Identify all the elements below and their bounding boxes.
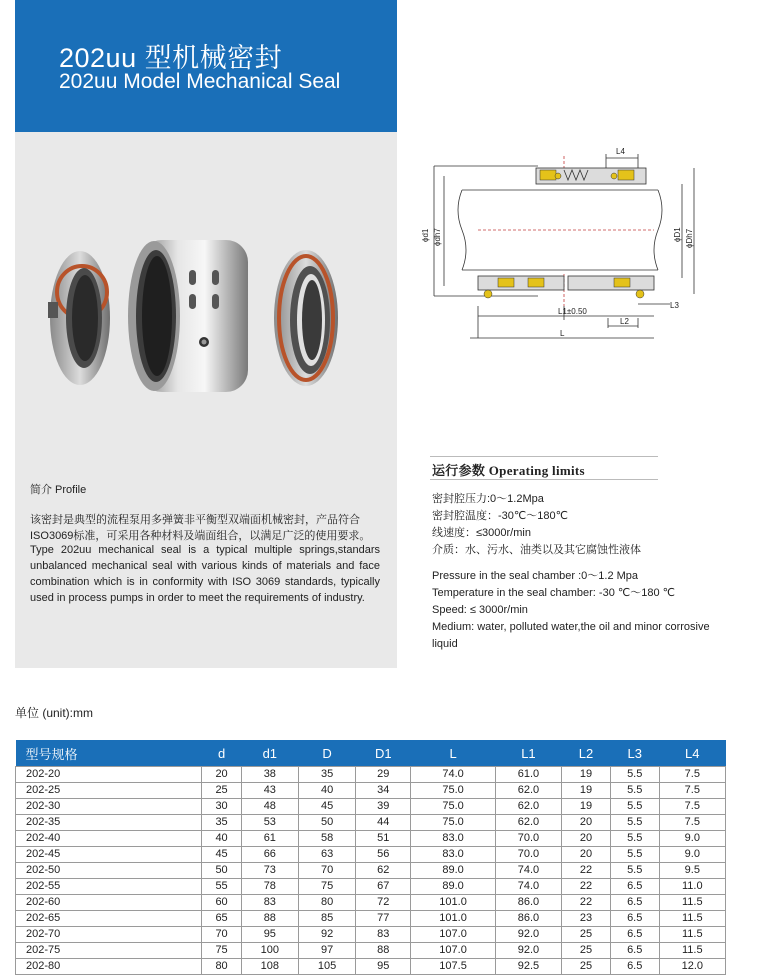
table-cell: 62 [356, 863, 411, 879]
table-header-cell: D1 [356, 740, 411, 767]
table-cell: 83 [241, 895, 298, 911]
table-cell: 62.0 [495, 783, 561, 799]
table-cell: 95 [356, 959, 411, 975]
operating-limits-list [432, 491, 732, 653]
profile-heading: 简介 Profile [30, 484, 87, 496]
label-l: L [560, 329, 565, 338]
table-cell: 19 [562, 783, 611, 799]
table-cell: 22 [562, 879, 611, 895]
table-cell: 6.5 [610, 879, 659, 895]
table-cell: 25 [562, 959, 611, 975]
page-title-cn: 202uu 型机械密封 [59, 43, 283, 73]
table-header-cell: L2 [562, 740, 611, 767]
table-cell: 25 [562, 927, 611, 943]
table-cell: 9.5 [659, 863, 725, 879]
table-header-cell: d [202, 740, 241, 767]
table-cell: 39 [356, 799, 411, 815]
label-l3: L3 [670, 301, 679, 310]
table-cell: 77 [356, 911, 411, 927]
table-cell: 58 [298, 831, 355, 847]
table-cell: 72 [356, 895, 411, 911]
table-cell: 40 [298, 783, 355, 799]
table-cell: 61 [241, 831, 298, 847]
table-cell: 19 [562, 767, 611, 783]
label-Dh7: ϕDh7 [685, 228, 694, 248]
table-row [16, 879, 726, 895]
table-cell: 92 [298, 927, 355, 943]
table-cell: 100 [241, 943, 298, 959]
table-header-cell: L1 [495, 740, 561, 767]
table-cell: 9.0 [659, 847, 725, 863]
table-cell: 88 [356, 943, 411, 959]
table-cell: 60 [202, 895, 241, 911]
table-cell: 5.5 [610, 815, 659, 831]
table-cell: 20 [202, 767, 241, 783]
table-cell: 88 [241, 911, 298, 927]
table-cell: 48 [241, 799, 298, 815]
table-row [16, 943, 726, 959]
table-cell: 202-50 [16, 863, 202, 879]
table-cell: 6.5 [610, 927, 659, 943]
table-cell: 11.5 [659, 895, 725, 911]
table-row [16, 799, 726, 815]
table-header-cell: d1 [241, 740, 298, 767]
table-cell: 66 [241, 847, 298, 863]
table-cell: 38 [241, 767, 298, 783]
table-cell: 202-20 [16, 767, 202, 783]
op-line-cn-temperature: 密封腔温度：-30℃～180℃ [432, 510, 568, 522]
table-row [16, 767, 726, 783]
operating-limits-heading: 运行参数 Operating limits [432, 463, 585, 478]
label-dh7: ϕdh7 [433, 228, 442, 246]
op-line-en-medium: Medium: water, polluted water,the oil and minor corrosive liquid [432, 621, 710, 650]
table-cell: 92.5 [495, 959, 561, 975]
table-cell: 63 [298, 847, 355, 863]
label-l2: L2 [620, 317, 629, 326]
table-cell: 74.0 [411, 767, 495, 783]
table-cell: 83.0 [411, 847, 495, 863]
table-cell: 92.0 [495, 927, 561, 943]
table-header-cell: L [411, 740, 495, 767]
table-cell: 108 [241, 959, 298, 975]
table-cell: 78 [241, 879, 298, 895]
table-cell: 61.0 [495, 767, 561, 783]
table-cell: 5.5 [610, 767, 659, 783]
divider [430, 456, 658, 457]
table-body [16, 767, 726, 975]
seal-dimension-diagram [418, 146, 718, 346]
table-cell: 6.5 [610, 959, 659, 975]
table-cell: 62.0 [495, 799, 561, 815]
table-cell: 20 [562, 815, 611, 831]
table-cell: 86.0 [495, 911, 561, 927]
table-cell: 97 [298, 943, 355, 959]
table-cell: 202-65 [16, 911, 202, 927]
table-cell: 89.0 [411, 863, 495, 879]
table-cell: 25 [202, 783, 241, 799]
product-photo [44, 232, 344, 400]
table-cell: 101.0 [411, 911, 495, 927]
profile-text-en: Type 202uu mechanical seal is a typical multiple springs,standars unbalanced mechanical seal with various kinds of materials and face combination which is in conformity with ISO 3069 standards, typically used in process pumps in order to meet the requirements of industry. [30, 544, 380, 604]
seal-housing-top [536, 168, 646, 184]
table-cell: 101.0 [411, 895, 495, 911]
table-cell: 74.0 [495, 863, 561, 879]
table-cell: 11.5 [659, 927, 725, 943]
label-D1-upper: ϕD1 [673, 227, 682, 242]
table-cell: 55 [202, 879, 241, 895]
table-cell: 11.5 [659, 943, 725, 959]
table-cell: 80 [298, 895, 355, 911]
table-cell: 75.0 [411, 799, 495, 815]
table-cell: 50 [202, 863, 241, 879]
table-cell: 12.0 [659, 959, 725, 975]
table-cell: 202-40 [16, 831, 202, 847]
table-cell: 70 [202, 927, 241, 943]
table-row [16, 911, 726, 927]
table-cell: 80 [202, 959, 241, 975]
table-cell: 65 [202, 911, 241, 927]
table-cell: 29 [356, 767, 411, 783]
op-line-en-pressure: Pressure in the seal chamber :0～1.2 Mpa [432, 570, 639, 582]
table-cell: 35 [298, 767, 355, 783]
table-cell: 11.5 [659, 911, 725, 927]
table-cell: 95 [241, 927, 298, 943]
seal-housing-bottom [478, 276, 654, 298]
table-cell: 73 [241, 863, 298, 879]
table-cell: 70 [298, 863, 355, 879]
table-cell: 35 [202, 815, 241, 831]
table-cell: 75.0 [411, 783, 495, 799]
table-cell: 43 [241, 783, 298, 799]
table-cell: 83.0 [411, 831, 495, 847]
table-cell: 56 [356, 847, 411, 863]
table-cell: 89.0 [411, 879, 495, 895]
op-line-cn-medium: 介质：水、污水、油类以及其它腐蚀性液体 [432, 544, 641, 556]
table-row [16, 783, 726, 799]
table-cell: 25 [562, 943, 611, 959]
table-cell: 70.0 [495, 831, 561, 847]
table-row [16, 895, 726, 911]
table-cell: 202-25 [16, 783, 202, 799]
table-cell: 70.0 [495, 847, 561, 863]
label-d1: ϕd1 [421, 228, 430, 242]
table-cell: 19 [562, 799, 611, 815]
table-cell: 53 [241, 815, 298, 831]
table-cell: 20 [562, 847, 611, 863]
right-seal-ring [274, 250, 338, 386]
table-cell: 44 [356, 815, 411, 831]
table-cell: 62.0 [495, 815, 561, 831]
label-l4: L4 [616, 147, 625, 156]
table-cell: 202-70 [16, 927, 202, 943]
table-row [16, 863, 726, 879]
page-title-en: 202uu Model Mechanical Seal [59, 70, 341, 93]
table-cell: 6.5 [610, 895, 659, 911]
table-cell: 5.5 [610, 847, 659, 863]
title-block [15, 0, 397, 132]
op-line-cn-pressure: 密封腔压力:0～1.2Mpa [432, 493, 544, 505]
left-seal-ring [48, 251, 110, 385]
table-cell: 6.5 [610, 943, 659, 959]
table-cell: 7.5 [659, 767, 725, 783]
table-cell: 202-35 [16, 815, 202, 831]
table-cell: 22 [562, 863, 611, 879]
table-cell: 85 [298, 911, 355, 927]
table-cell: 51 [356, 831, 411, 847]
table-cell: 23 [562, 911, 611, 927]
table-cell: 22 [562, 895, 611, 911]
table-header-cell: D [298, 740, 355, 767]
table-row [16, 847, 726, 863]
table-cell: 202-55 [16, 879, 202, 895]
profile-text-cn: 该密封是典型的流程泵用多弹簧非平衡型双端面机械密封，产品符合ISO3069标准，可采用各种材料及端面组合，以满足广泛的使用要求。 [30, 514, 371, 542]
table-row [16, 831, 726, 847]
op-line-en-temperature: Temperature in the seal chamber: -30 ℃～180 ℃ [432, 587, 675, 599]
table-header-cell: L3 [610, 740, 659, 767]
table-cell: 9.0 [659, 831, 725, 847]
table-cell: 5.5 [610, 863, 659, 879]
table-row [16, 927, 726, 943]
table-cell: 7.5 [659, 783, 725, 799]
table-cell: 202-60 [16, 895, 202, 911]
table-cell: 50 [298, 815, 355, 831]
table-cell: 5.5 [610, 831, 659, 847]
table-row [16, 815, 726, 831]
table-cell: 7.5 [659, 815, 725, 831]
label-l1: L1±0.50 [558, 307, 587, 316]
table-cell: 107.0 [411, 943, 495, 959]
table-cell: 83 [356, 927, 411, 943]
table-cell: 11.0 [659, 879, 725, 895]
table-cell: 67 [356, 879, 411, 895]
op-line-cn-speed: 线速度：≤3000r/min [432, 527, 531, 539]
table-cell: 202-30 [16, 799, 202, 815]
table-cell: 86.0 [495, 895, 561, 911]
op-line-en-speed: Speed: ≤ 3000r/min [432, 604, 528, 616]
table-cell: 30 [202, 799, 241, 815]
table-cell: 5.5 [610, 799, 659, 815]
table-cell: 34 [356, 783, 411, 799]
unit-label: 单位 (unit):mm [15, 706, 94, 720]
table-cell: 107.0 [411, 927, 495, 943]
table-cell: 105 [298, 959, 355, 975]
table-cell: 6.5 [610, 911, 659, 927]
table-cell: 75 [202, 943, 241, 959]
table-row [16, 959, 726, 975]
table-cell: 40 [202, 831, 241, 847]
table-cell: 92.0 [495, 943, 561, 959]
table-cell: 5.5 [610, 783, 659, 799]
table-header-row [16, 740, 726, 767]
spec-table [15, 740, 726, 975]
table-cell: 45 [298, 799, 355, 815]
table-cell: 75 [298, 879, 355, 895]
table-header-cell: L4 [659, 740, 725, 767]
table-cell: 74.0 [495, 879, 561, 895]
table-cell: 202-75 [16, 943, 202, 959]
divider [430, 479, 658, 480]
table-cell: 75.0 [411, 815, 495, 831]
table-cell: 20 [562, 831, 611, 847]
middle-seal-body [128, 240, 248, 392]
table-cell: 202-80 [16, 959, 202, 975]
table-header-cell: 型号规格 [16, 740, 202, 767]
table-cell: 45 [202, 847, 241, 863]
table-cell: 7.5 [659, 799, 725, 815]
table-cell: 107.5 [411, 959, 495, 975]
table-cell: 202-45 [16, 847, 202, 863]
